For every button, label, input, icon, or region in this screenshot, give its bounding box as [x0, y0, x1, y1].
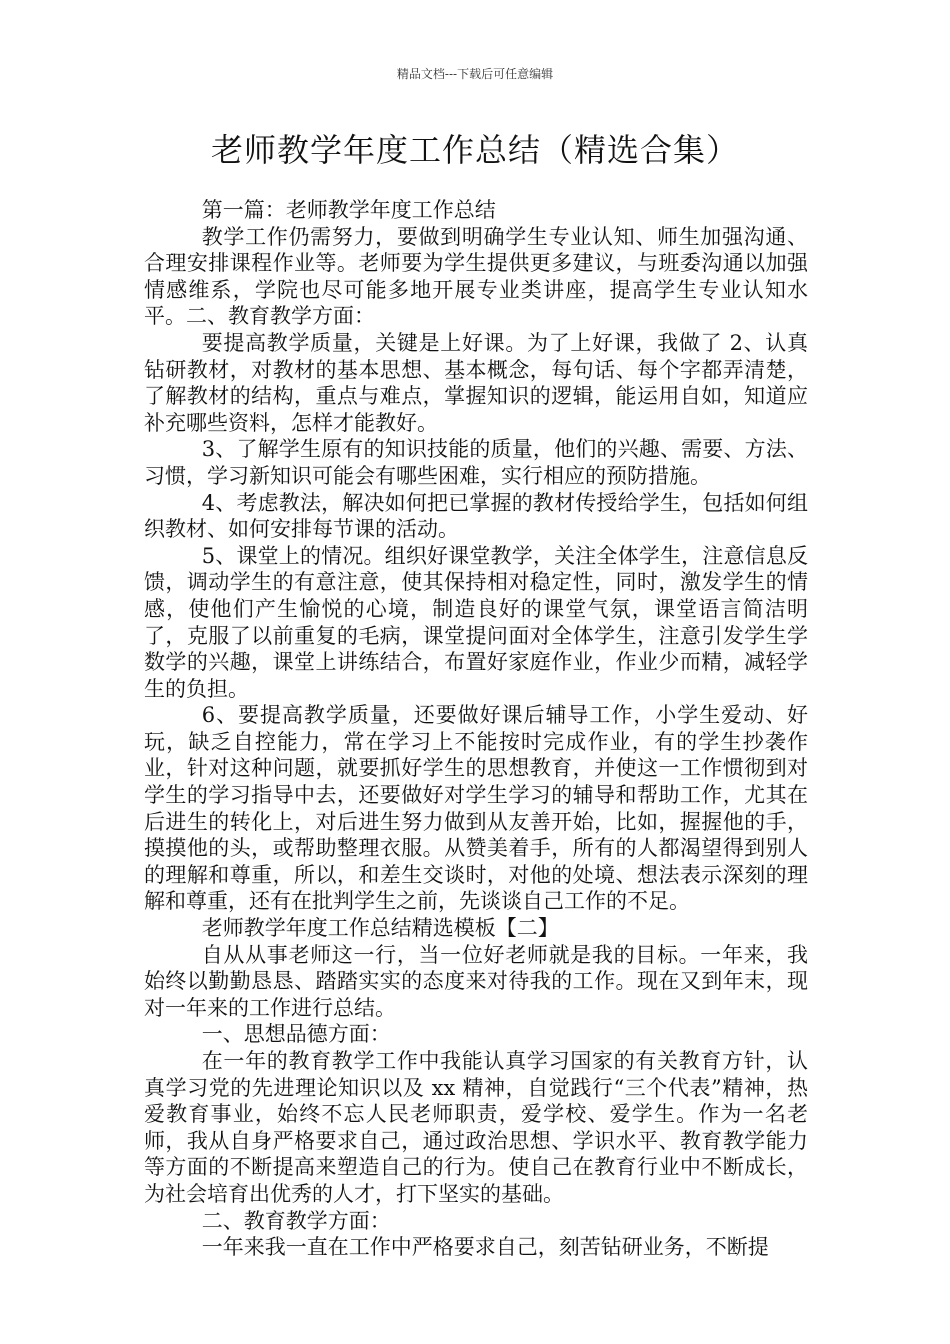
paragraph: 教学工作仍需努力，要做到明确学生专业认知、师生加强沟通、合理安排课程作业等。老师要为学生提供更多建议，与班委沟通以加强情感维系，学院也尽可能多地开展专业类讲座，提高学生专业认知水平。二、教育教学方面： — [144, 224, 808, 329]
paragraph: 5、课堂上的情况。组织好课堂教学，关注全体学生，注意信息反馈，调动学生的有意注意，使其保持相对稳定性，同时，激发学生的情感，使他们产生愉悦的心境，制造良好的课堂气氛，课堂语言简洁明了，克服了以前重复的毛病，课堂提问面对全体学生，注意引发学生学数学的兴趣，课堂上讲练结合，布置好家庭作业，作业少而精，减轻学生的负担。 — [144, 543, 808, 701]
section-heading: 第一篇：老师教学年度工作总结 — [201, 198, 496, 222]
paragraph: 3、了解学生原有的知识技能的质量，他们的兴趣、需要、方法、习惯，学习新知识可能会有哪些困难，实行相应的预防措施。 — [144, 437, 808, 488]
document-title: 老师教学年度工作总结（精选合集） — [210, 131, 739, 169]
paragraph: 一年来我一直在工作中严格要求自己，刻苦钻研业务，不断提 — [201, 1235, 769, 1260]
section-heading: 老师教学年度工作总结精选模板【二】 — [201, 916, 559, 941]
paragraph: 要提高教学质量，关键是上好课。为了上好课，我做了 2、认真钻研教材，对教材的基本思想、基本概念，每句话、每个字都弄清楚，了解教材的结构，重点与难点，掌握知识的逻辑，能运用自如，知道应补充哪些资料，怎样才能教好。 — [144, 330, 808, 435]
subsection-heading: 一、思想品德方面： — [201, 1022, 391, 1047]
paragraph: 6、要提高教学质量，还要做好课后辅导工作，小学生爱动、好玩，缺乏自控能力，常在学习上不能按时完成作业，有的学生抄袭作业，针对这种问题，就要抓好学生的思想教育，并使这一工作惯彻到对学生的学习指导中去，还要做好对学生学习的辅导和帮助工作，尤其在后进生的转化上，对后进生努力做到从友善开始，比如，握握他的手，摸摸他的头，或帮助整理衣服。从赞美着手，所有的人都渴望得到别人的理解和尊重，所以，和差生交谈时，对他的处境、想法表示深刻的理解和尊重，还有在批判学生之前，先谈谈自己工作的不足。 — [144, 703, 808, 914]
subsection-heading: 二、教育教学方面： — [201, 1208, 391, 1233]
page-header: 精品文档---下载后可任意编辑 — [396, 67, 554, 81]
paragraph: 4、考虑教法，解决如何把已掌握的教材传授给学生，包括如何组织教材、如何安排每节课的活动。 — [144, 490, 808, 542]
paragraph: 在一年的教育教学工作中我能认真学习国家的有关教育方针，认真学习党的先进理论知识以及 xx 精神，自觉践行“三个代表”精神，热爱教育事业，始终不忘人民老师职责，爱学校、爱学生。作为一名老师，我从自身严格要求自己，通过政治思想、学识水平、教育教学能力等方面的不断提高来塑造自己的行为。使自己在教育行业中不断成长，为社会培育出优秀的人才，打下坚实的基础。 — [144, 1049, 808, 1206]
document-body — [144, 197, 808, 1261]
paragraph: 自从从事老师这一行，当一位好老师就是我的目标。一年来，我始终以勤勤恳恳、踏踏实实的态度来对待我的工作。现在又到年末，现对一年来的工作进行总结。 — [144, 942, 808, 1020]
